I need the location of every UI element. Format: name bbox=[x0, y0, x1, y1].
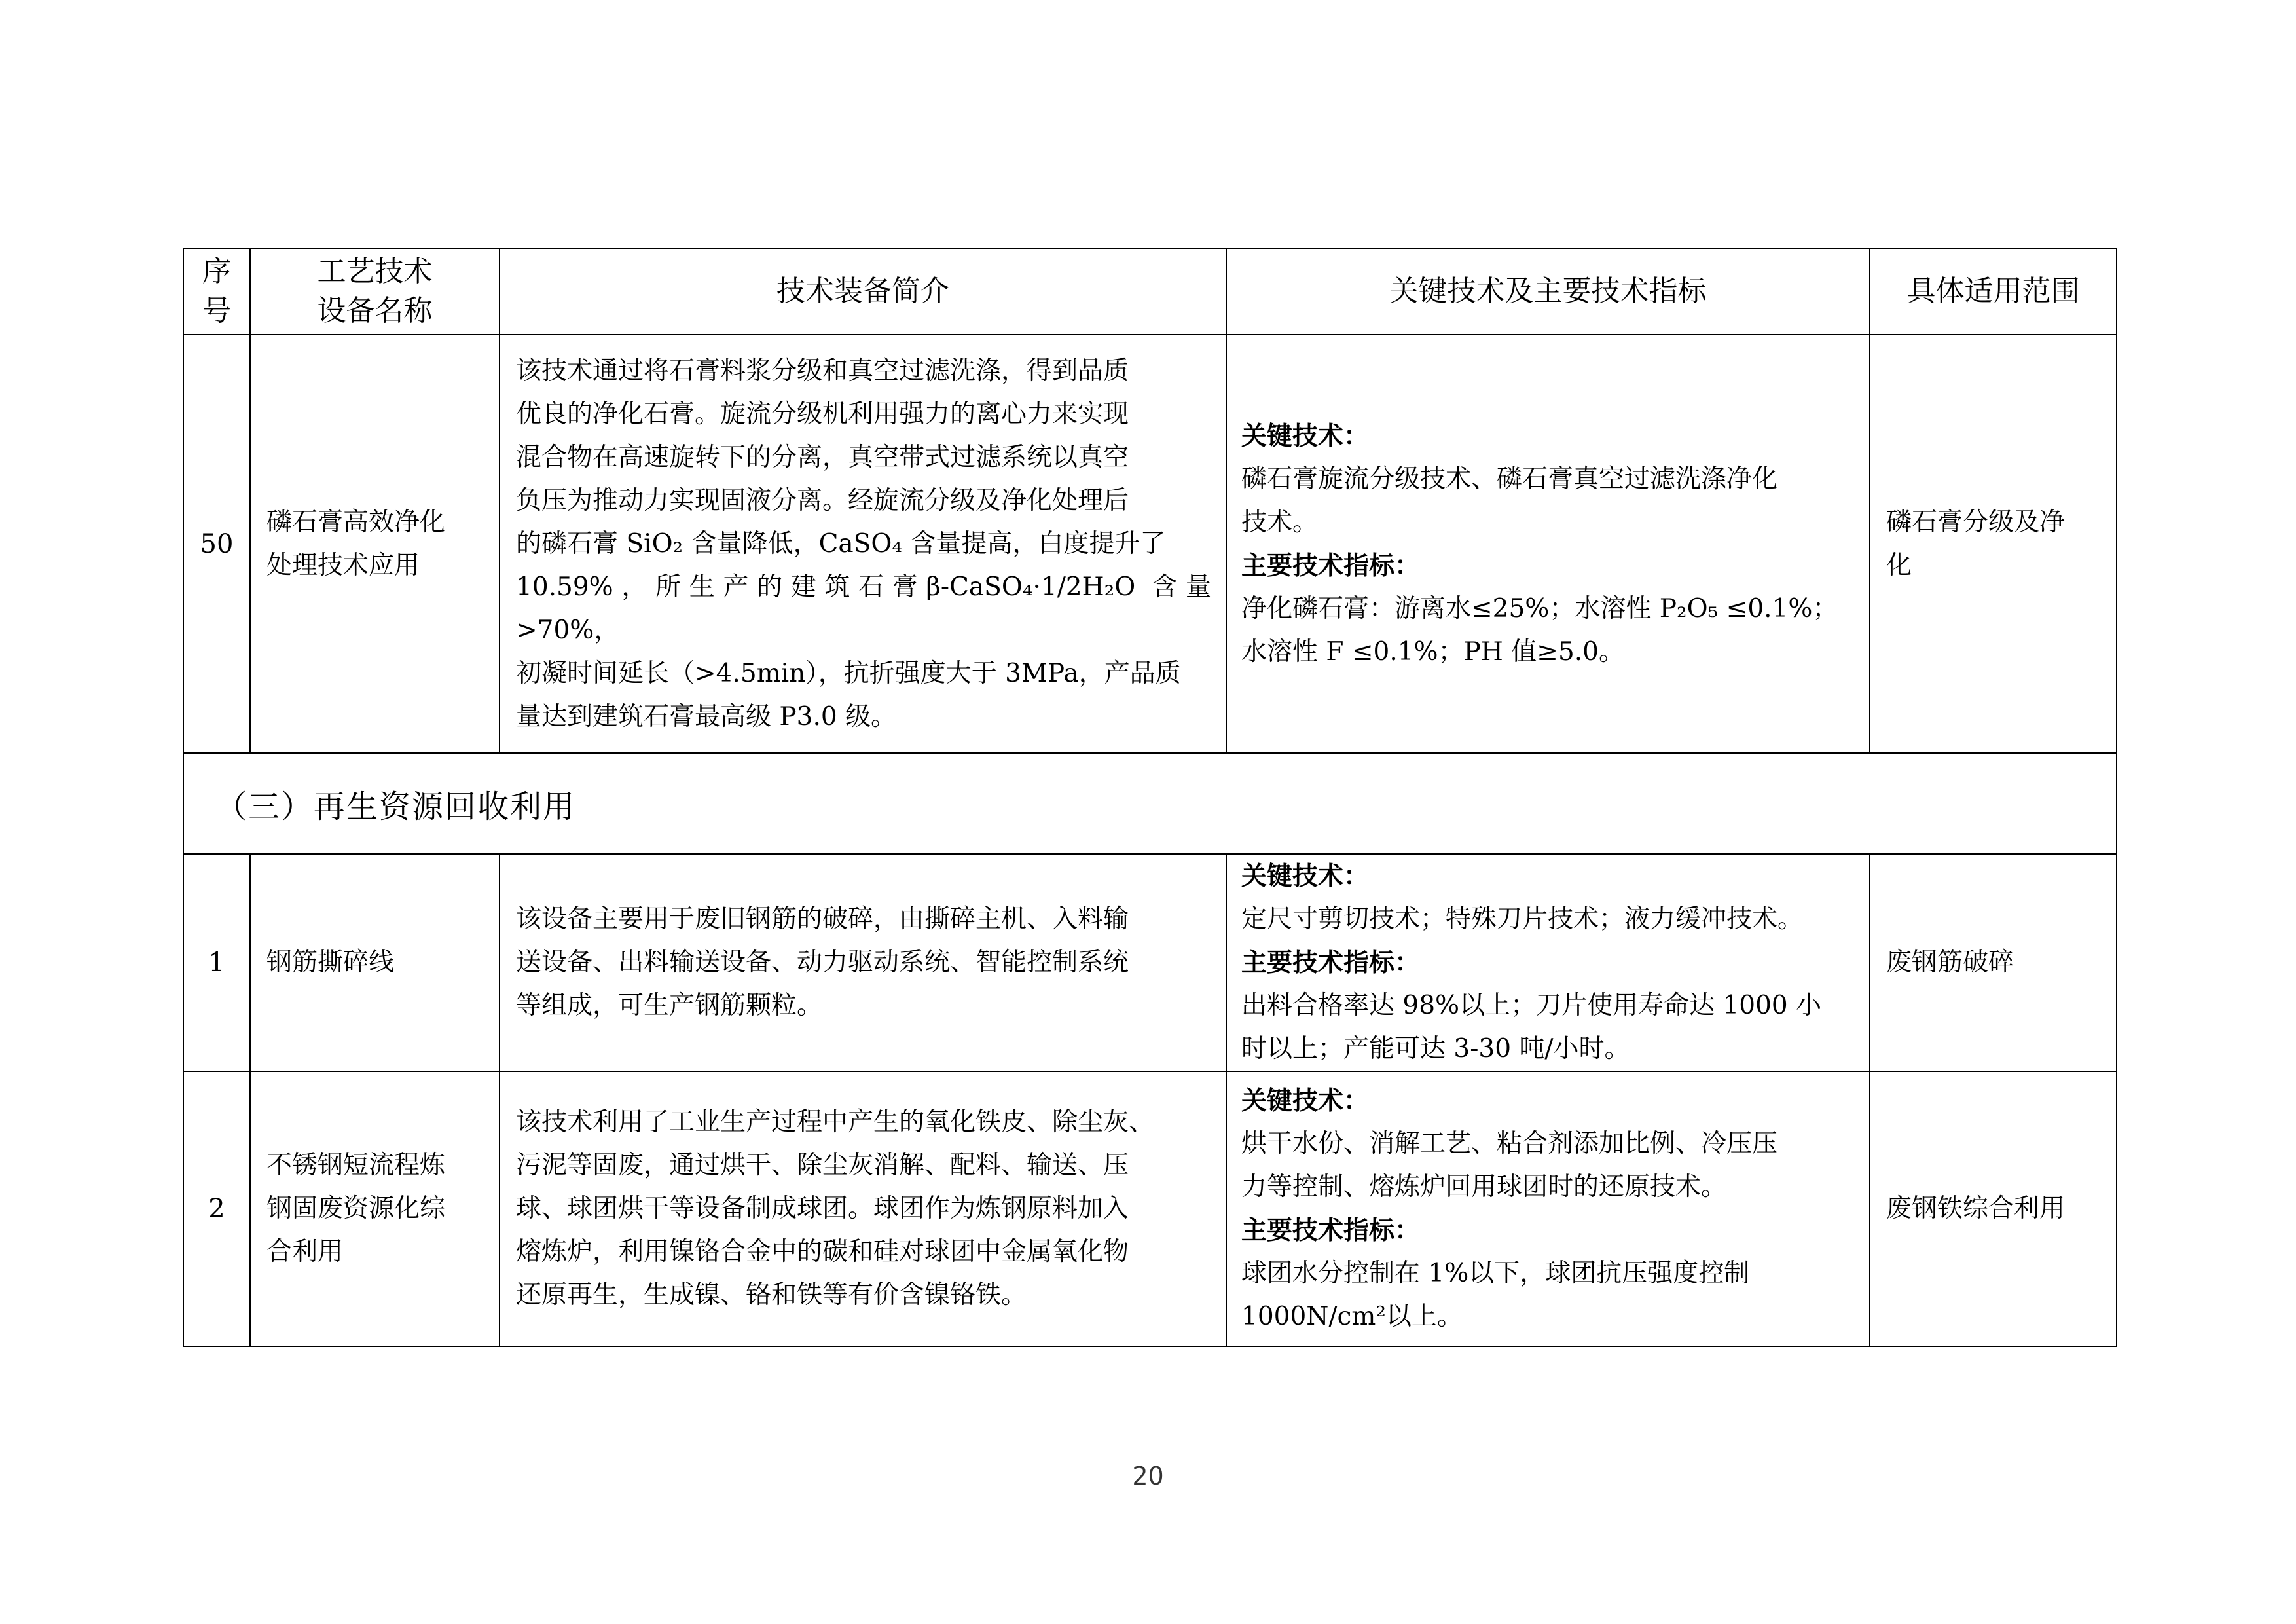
row-name: 不锈钢短流程炼 钢固废资源化综 合利用 bbox=[250, 1071, 500, 1346]
header-no: 序 号 bbox=[183, 248, 250, 335]
row-description: 该设备主要用于废旧钢筋的破碎，由撕碎主机、入料输 送设备、出料输送设备、动力驱动系统、智能控制系统 等组成，可生产钢筋颗粒。 bbox=[500, 854, 1226, 1071]
header-name: 工艺技术 设备名称 bbox=[250, 248, 500, 335]
section-heading: （三）再生资源回收利用 bbox=[183, 753, 2117, 854]
header-scope: 具体适用范围 bbox=[1870, 248, 2117, 335]
index-label: 主要技术指标： bbox=[1241, 948, 1421, 978]
table-row bbox=[183, 335, 2117, 753]
table-row bbox=[183, 1071, 2117, 1346]
table-row bbox=[183, 854, 2117, 1071]
key-tech-label: 关键技术： bbox=[1241, 420, 1370, 451]
row-scope: 废钢筋破碎 bbox=[1870, 854, 2117, 1071]
row-scope: 废钢铁综合利用 bbox=[1870, 1071, 2117, 1346]
page-number: 20 bbox=[1132, 1462, 1164, 1490]
row-key-tech: 关键技术： 烘干水份、消解工艺、粘合剂添加比例、冷压压 力等控制、熔炼炉回用球团时的还原技术。 主要技术指标： 球团水分控制在 1%以下，球团抗压强度控制 1000N/cm²以上。 bbox=[1226, 1071, 1870, 1346]
row-key-tech: 关键技术： 定尺寸剪切技术；特殊刀片技术；液力缓冲技术。 主要技术指标： 出料合格率达 98%以上；刀片使用寿命达 1000 小 时以上；产能可达 3-30 吨/小时。 bbox=[1226, 854, 1870, 1071]
row-number: 1 bbox=[183, 854, 250, 1071]
index-label: 主要技术指标： bbox=[1241, 550, 1421, 581]
row-number: 50 bbox=[183, 335, 250, 753]
header-desc: 技术装备简介 bbox=[500, 248, 1226, 335]
row-name: 钢筋撕碎线 bbox=[250, 854, 500, 1071]
table-header-row bbox=[183, 248, 2117, 335]
row-description: 该技术利用了工业生产过程中产生的氧化铁皮、除尘灰、 污泥等固废，通过烘干、除尘灰消解、配料、输送、压 球、球团烘干等设备制成球团。球团作为炼钢原料加入 熔炼炉，利用镍铬合金中的碳和硅对球团中金属氧化物 还原再生，生成镍、铬和铁等有价含镍铬铁。 bbox=[500, 1071, 1226, 1346]
index-label: 主要技术指标： bbox=[1241, 1215, 1421, 1246]
row-scope: 磷石膏分级及净 化 bbox=[1870, 335, 2117, 753]
section-row bbox=[183, 753, 2117, 854]
row-key-tech: 关键技术： 磷石膏旋流分级技术、磷石膏真空过滤洗涤净化 技术。 主要技术指标： 净化磷石膏：游离水≤25%；水溶性 P₂O₅ ≤0.1%； 水溶性 F ≤0.1%；PH 值≥5.0。 bbox=[1226, 335, 1870, 753]
row-number: 2 bbox=[183, 1071, 250, 1346]
technology-table bbox=[183, 248, 2117, 1347]
key-tech-label: 关键技术： bbox=[1241, 1086, 1370, 1116]
key-tech-label: 关键技术： bbox=[1241, 861, 1370, 891]
row-name: 磷石膏高效净化 处理技术应用 bbox=[250, 335, 500, 753]
header-key: 关键技术及主要技术指标 bbox=[1226, 248, 1870, 335]
row-description: 该技术通过将石膏料浆分级和真空过滤洗涤，得到品质 优良的净化石膏。旋流分级机利用强力的离心力来实现 混合物在高速旋转下的分离，真空带式过滤系统以真空 负压为推动力实现固液分离。经旋流分级及净化处理后 的磷石膏 SiO₂ 含量降低，CaSO₄ 含量提高，白度提升了 10.59%，所生产的建筑石膏β-CaSO₄·1/2H₂O 含量>70%， 初凝时间延长（>4.5min），抗折强度大于 3MPa，产品质 量达到建筑石膏最高级 P3.0 级。 bbox=[500, 335, 1226, 753]
